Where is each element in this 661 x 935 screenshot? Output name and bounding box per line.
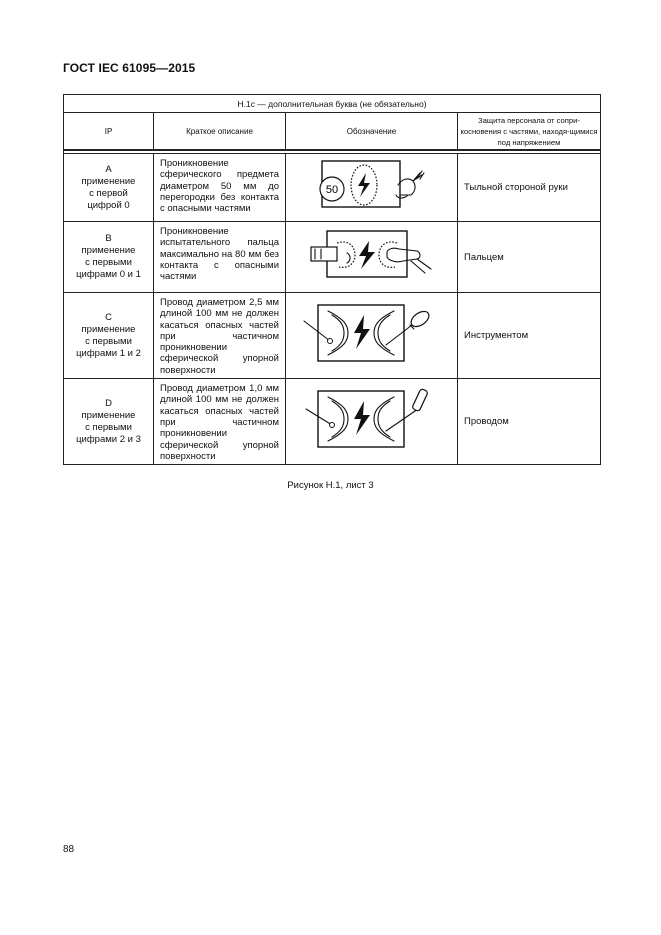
table-caption: H.1c — дополнительная буква (не обязательно) [64, 95, 601, 113]
protection-table [63, 94, 601, 465]
protection-cell: Пальцем [458, 222, 601, 293]
ip-note-line: с первыми [85, 335, 132, 347]
protection-cell: Тыльной стороной руки [458, 154, 601, 222]
ip-note-line: цифрами 0 и 1 [76, 269, 141, 280]
column-header-symbol: Обозначение [286, 113, 458, 151]
symbol-cell [286, 379, 458, 465]
ip-note-line: применение [81, 175, 136, 187]
protection-cell: Проводом [458, 379, 601, 465]
ip-letter: B [105, 233, 112, 244]
ip-note-line: цифрами 1 и 2 [76, 347, 141, 359]
table-row [64, 154, 601, 222]
ip-cell [64, 222, 154, 293]
protection-cell: Инструментом [458, 293, 601, 379]
description-cell: Проникновение сферического предмета диаметром 50 мм до перегородки без контакта с опасными частями [154, 154, 286, 222]
description-cell: Проникновение испытательного пальца максимально на 80 мм без контакта с опасными частями [154, 222, 286, 293]
column-header-description: Краткое описание [154, 113, 286, 151]
symbol-cell [286, 222, 458, 293]
ip-cell [64, 154, 154, 222]
table-row [64, 379, 601, 465]
sphere-50-hand-icon [312, 155, 432, 215]
ip-note-line: с первыми [85, 421, 132, 433]
figure-caption: Рисунок Н.1, лист 3 [287, 480, 374, 491]
tool-icon [302, 297, 442, 369]
table-row [64, 293, 601, 379]
ip-letter: A [105, 163, 112, 175]
page-number: 88 [63, 844, 75, 855]
ip-note-line: цифрой 0 [87, 199, 130, 211]
wire-icon [302, 383, 442, 455]
ip-note-line: применение [81, 409, 136, 421]
ip-cell [64, 293, 154, 379]
column-header-ip: IP [64, 113, 154, 151]
ip-note-line: применение [81, 245, 136, 256]
symbol-cell [286, 154, 458, 222]
table-row [64, 222, 601, 293]
document-header: ГОСТ IEC 61095—2015 [63, 61, 196, 75]
column-header-protection: Защита персонала от сопри-косновения с частями, находя-щимися под напряжением [458, 113, 601, 151]
sphere-label: 50 [325, 184, 338, 196]
ip-note-line: с первой [89, 187, 128, 199]
finger-icon [307, 225, 437, 285]
ip-note-line: применение [81, 323, 136, 335]
ip-note-line: с первыми [85, 257, 132, 268]
description-cell: Провод диаметром 1,0 мм длиной 100 мм не должен касаться опасных частей при частичном проникновении сферической упорной поверхности [154, 379, 286, 465]
ip-letter: C [105, 311, 112, 323]
description-cell: Провод диаметром 2,5 мм длиной 100 мм не должен касаться опасных частей при частичном проникновении сферической упорной поверхности [154, 293, 286, 379]
ip-letter: D [105, 397, 112, 409]
ip-note-line: цифрами 2 и 3 [76, 433, 141, 445]
symbol-cell [286, 293, 458, 379]
ip-cell [64, 379, 154, 465]
